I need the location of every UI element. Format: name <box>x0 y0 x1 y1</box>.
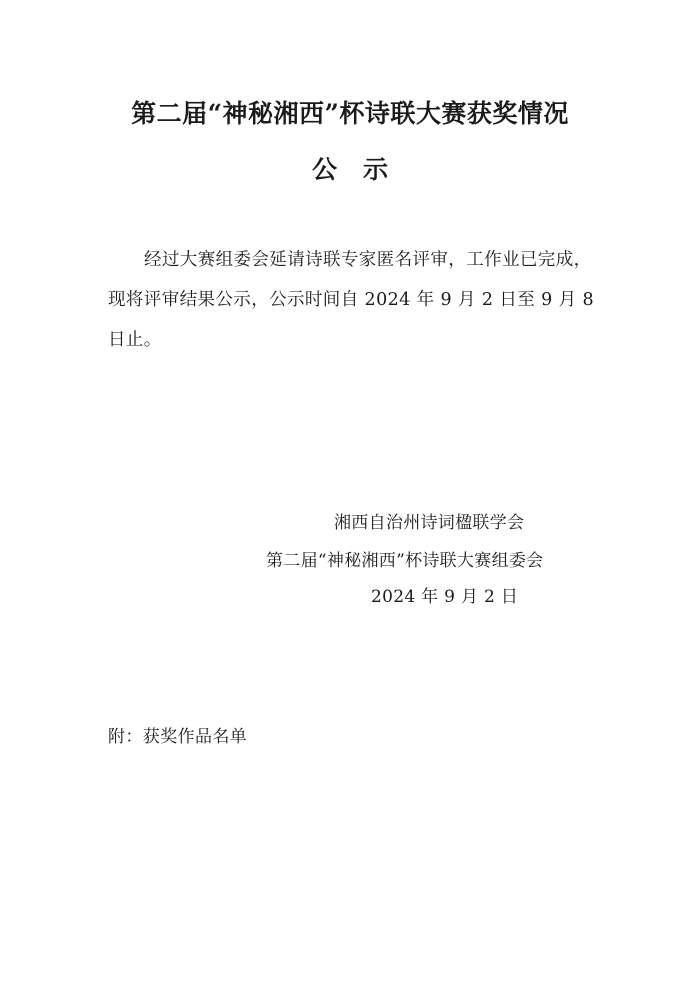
signature-organization-2: 第二届“神秘湘西”杯诗联大赛组委会 <box>266 551 544 571</box>
signature-date: 2024 年 9 月 2 日 <box>371 587 519 607</box>
appendix-note: 附：获奖作品名单 <box>108 727 248 747</box>
document-subtitle: 公示 <box>311 155 414 184</box>
document-title: 第二届“神秘湘西”杯诗联大赛获奖情况 <box>131 99 569 128</box>
announcement-body: 经过大赛组委会延请诗联专家匿名评审，工作业已完成，现将评审结果公示，公示时间自 2024 年 9 月 2 日至 9 月 8 日止。 <box>108 250 595 350</box>
signature-organization-1: 湘西自治州诗词楹联学会 <box>334 513 525 533</box>
